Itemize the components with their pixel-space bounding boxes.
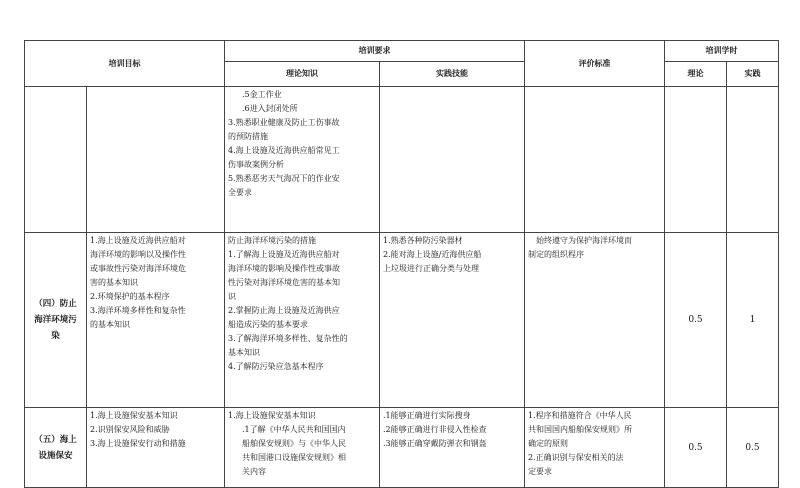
goal-line: 或事故性污染对海洋环境危	[90, 264, 186, 273]
header-evaluation-standard: 评价标准	[525, 41, 665, 87]
theory-line: .1了解《中华人民共和国国内	[242, 425, 346, 434]
header-theory-knowledge: 理论知识	[225, 62, 380, 87]
eval-cell	[525, 233, 665, 408]
goal-line: 1.海上设施及近海供应船对	[90, 236, 186, 245]
topic-cell	[25, 87, 87, 233]
hours-practice-cell: 0.5	[727, 408, 779, 488]
practice-cell	[380, 233, 525, 408]
goal-line: 2.识别保安风险和威胁	[90, 425, 170, 434]
practice-line: 1.熟悉各种防污染器材	[383, 236, 463, 245]
eval-line: 确定的原则	[528, 439, 568, 448]
topic-label: 设施保安	[38, 450, 73, 461]
topic-label: 海洋环境污	[34, 315, 77, 325]
header-hours-theory: 理论	[665, 62, 727, 87]
goal-line: 1.海上设施保安基本知识	[90, 411, 178, 420]
practice-line: .3能够正确穿戴防弹衣和钢盔	[383, 439, 487, 448]
hours-theory-cell: 0.5	[665, 233, 727, 408]
hours-theory-cell	[665, 87, 727, 233]
header-training-requirement: 培训要求	[225, 41, 525, 62]
theory-line: 船造成污染的基本要求	[228, 320, 308, 329]
theory-line: 识	[228, 292, 236, 301]
theory-cell	[225, 408, 380, 488]
hours-practice-cell	[727, 87, 779, 233]
eval-line: 始终遵守为保护海洋环境而	[536, 236, 632, 245]
practice-line: .2能够正确进行非侵入性检查	[383, 425, 487, 434]
hours-practice-cell: 1	[727, 233, 779, 408]
theory-cell	[225, 233, 380, 408]
theory-cell	[225, 87, 380, 233]
theory-line: 伤事故案例分析	[228, 160, 284, 169]
theory-line: 4.了解防污染应急基本程序	[228, 362, 324, 371]
topic-label: （五）海上	[34, 434, 77, 445]
eval-line: 共和国国内船舶保安规则》所	[528, 425, 632, 434]
practice-line: 2.能对海上设施/近海供应船	[383, 250, 482, 259]
header-practical-skill: 实践技能	[380, 62, 525, 87]
eval-line: 1.程序和措施符合《中华人民	[528, 411, 632, 420]
goal-line: 的基本知识	[90, 320, 130, 329]
theory-line: 3.熟悉职业健康及防止工伤事故	[228, 118, 340, 127]
theory-line: 5.熟悉恶劣天气海况下的作业安	[228, 174, 340, 183]
table-row	[25, 408, 779, 488]
goal-line: 海洋环境的影响以及操作性	[90, 250, 186, 259]
goal-line: 3.海上设施保安行动和措施	[90, 439, 186, 448]
header-row-1	[25, 41, 779, 62]
header-training-goal: 培训目标	[25, 41, 225, 87]
table-row	[25, 233, 779, 408]
eval-cell	[525, 408, 665, 488]
theory-line: 基本知识	[228, 348, 260, 357]
theory-line: 防止海洋环境污染的措施	[228, 236, 316, 245]
practice-line: .1能够正确进行实际搜身	[383, 411, 471, 420]
theory-line: 性污染对海洋环境危害的基本知	[228, 278, 340, 287]
topic-cell	[25, 233, 87, 408]
goal-cell	[87, 408, 225, 488]
eval-line: 制定的组织程序	[528, 250, 584, 259]
theory-line: 4.海上设施及近海供应船常见工	[228, 146, 340, 155]
theory-line: 1.海上设施保安基本知识	[228, 411, 316, 420]
practice-cell	[380, 408, 525, 488]
hours-theory-cell: 0.5	[665, 408, 727, 488]
topic-label: 染	[51, 331, 60, 341]
theory-line: 的预防措施	[228, 132, 268, 141]
goal-line: 2.环境保护的基本程序	[90, 292, 170, 301]
eval-cell	[525, 87, 665, 233]
theory-line: 1.了解海上设施及近海供应船对	[228, 250, 340, 259]
practice-line: 上垃圾进行正确分类与处理	[383, 264, 479, 273]
eval-line: 定要求	[528, 467, 552, 476]
header-training-hours: 培训学时	[665, 41, 779, 62]
goal-cell	[87, 233, 225, 408]
theory-line: 3.了解海洋环境多样性、复杂性的	[228, 334, 348, 343]
theory-line: 海洋环境的影响及操作性或事故	[228, 264, 340, 273]
header-hours-practice: 实践	[727, 62, 779, 87]
training-table	[24, 40, 779, 488]
goal-line: 3.海洋环境多样性和复杂性	[90, 306, 186, 315]
table-row	[25, 87, 779, 233]
goal-line: 害的基本知识	[90, 278, 138, 287]
eval-line: 2.正确识别与保安相关的法	[528, 453, 624, 462]
goal-cell	[87, 87, 225, 233]
theory-line: .5金工作业	[242, 90, 282, 99]
topic-cell	[25, 408, 87, 488]
theory-line: 共和国港口设施保安规则》相	[242, 453, 346, 462]
theory-line: 船舶保安规则》与《中华人民	[242, 439, 346, 448]
practice-cell	[380, 87, 525, 233]
topic-label: （四）防止	[34, 299, 77, 309]
theory-line: 关内容	[242, 467, 266, 476]
theory-line: 2.掌握防止海上设施及近海供应	[228, 306, 340, 315]
theory-line: 全要求	[228, 188, 252, 197]
theory-line: .6进入封闭处所	[242, 104, 298, 113]
